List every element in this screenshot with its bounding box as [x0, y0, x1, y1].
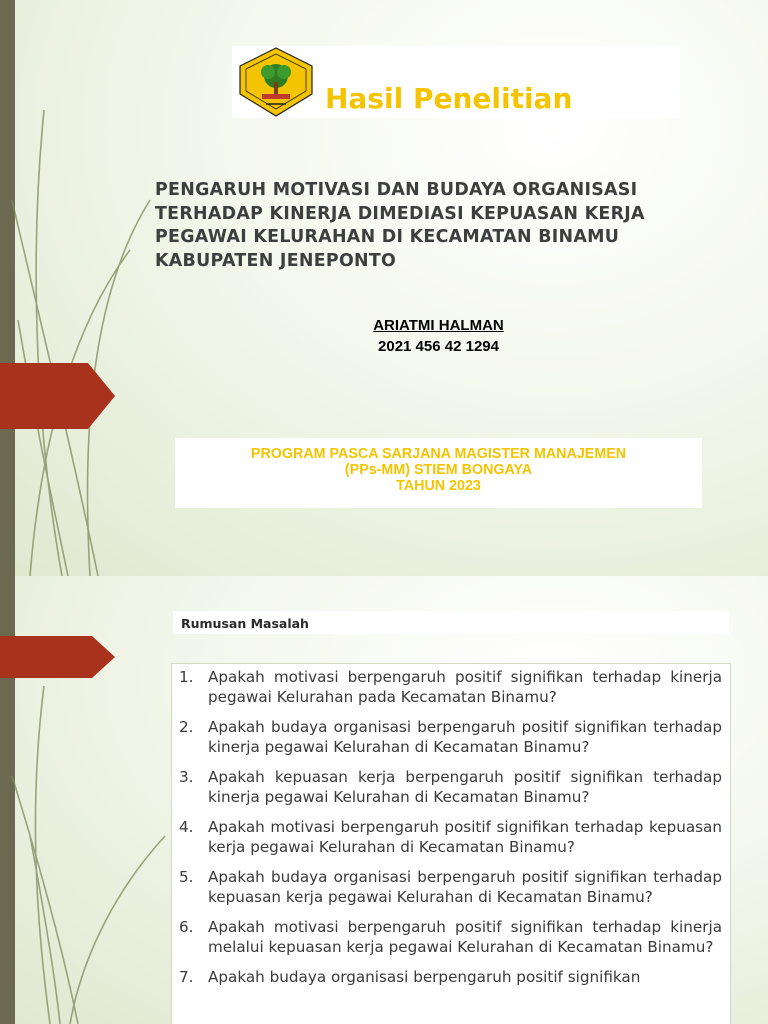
- decorative-grass-lines: [0, 0, 200, 576]
- section-title-box: [173, 611, 729, 634]
- red-arrow-tab: [0, 636, 118, 678]
- list-item-number: 5.: [179, 868, 194, 886]
- program-line: (PPs-MM) STIEM BONGAYA: [344, 462, 533, 478]
- program-line: PROGRAM PASCA SARJANA MAGISTER MANAJEMEN: [250, 446, 627, 462]
- list-item: [179, 967, 722, 987]
- list-item-number: 4.: [179, 818, 194, 836]
- author-name: ARIATMI HALMAN: [373, 317, 504, 334]
- research-title-line: PENGARUH MOTIVASI DAN BUDAYA ORGANISASI: [155, 180, 638, 200]
- list-item-text: Apakah budaya organisasi berpengaruh positif signifikan terhadap kepuasan kerja pegawai Kelurahan di Kecamatan Binamu?: [208, 868, 722, 906]
- research-title-line: KABUPATEN JENEPONTO: [155, 250, 397, 271]
- author-id: 2021 456 42 1294: [378, 338, 499, 355]
- research-question-list: [172, 664, 730, 987]
- header-title-box: [232, 46, 680, 118]
- list-item-number: 1.: [179, 668, 194, 686]
- slide-header-title: Hasil Penelitian: [325, 82, 573, 115]
- list-item-number: 6.: [179, 918, 194, 936]
- list-item: [179, 717, 722, 757]
- program-year: TAHUN 2023: [396, 478, 481, 494]
- research-title-line: TERHADAP KINERJA DIMEDIASI KEPUASAN KERJA: [155, 203, 645, 224]
- section-title: Rumusan Masalah: [181, 616, 309, 631]
- list-item: [179, 917, 722, 957]
- list-item: [179, 767, 722, 807]
- list-item-text: Apakah budaya organisasi berpengaruh positif signifikan: [208, 968, 641, 986]
- program-info-box: [175, 438, 702, 508]
- question-list-box: [171, 663, 731, 1024]
- institution-seal-icon: [232, 46, 320, 118]
- list-item: [179, 817, 722, 857]
- list-item-text: Apakah budaya organisasi berpengaruh positif signifikan terhadap kinerja pegawai Kelurahan di Kecamatan Binamu?: [208, 718, 722, 756]
- list-item-number: 3.: [179, 768, 194, 786]
- research-title-line: PEGAWAI KELURAHAN DI KECAMATAN BINAMU: [155, 227, 620, 248]
- list-item-text: Apakah motivasi berpengaruh positif signifikan terhadap kepuasan kerja pegawai Kelurahan di Kecamatan Binamu?: [208, 818, 722, 856]
- left-accent-bar: [0, 0, 15, 576]
- red-arrow-tab: [0, 363, 118, 429]
- list-item-text: Apakah kepuasan kerja berpengaruh positif signifikan terhadap kinerja pegawai Kelurahan di Kecamatan Binamu?: [208, 768, 722, 806]
- list-item-text: Apakah motivasi berpengaruh positif signifikan terhadap kinerja melalui kepuasan kerja pegawai Kelurahan di Kecamatan Binamu?: [208, 918, 722, 956]
- list-item-number: 2.: [179, 718, 194, 736]
- problem-formulation-slide: [0, 576, 768, 1024]
- list-item: [179, 867, 722, 907]
- list-item-number: 7.: [179, 968, 194, 986]
- list-item: [179, 667, 722, 707]
- list-item-text: Apakah motivasi berpengaruh positif signifikan terhadap kinerja pegawai Kelurahan pada Kecamatan Binamu?: [208, 668, 722, 706]
- research-title: [155, 179, 695, 273]
